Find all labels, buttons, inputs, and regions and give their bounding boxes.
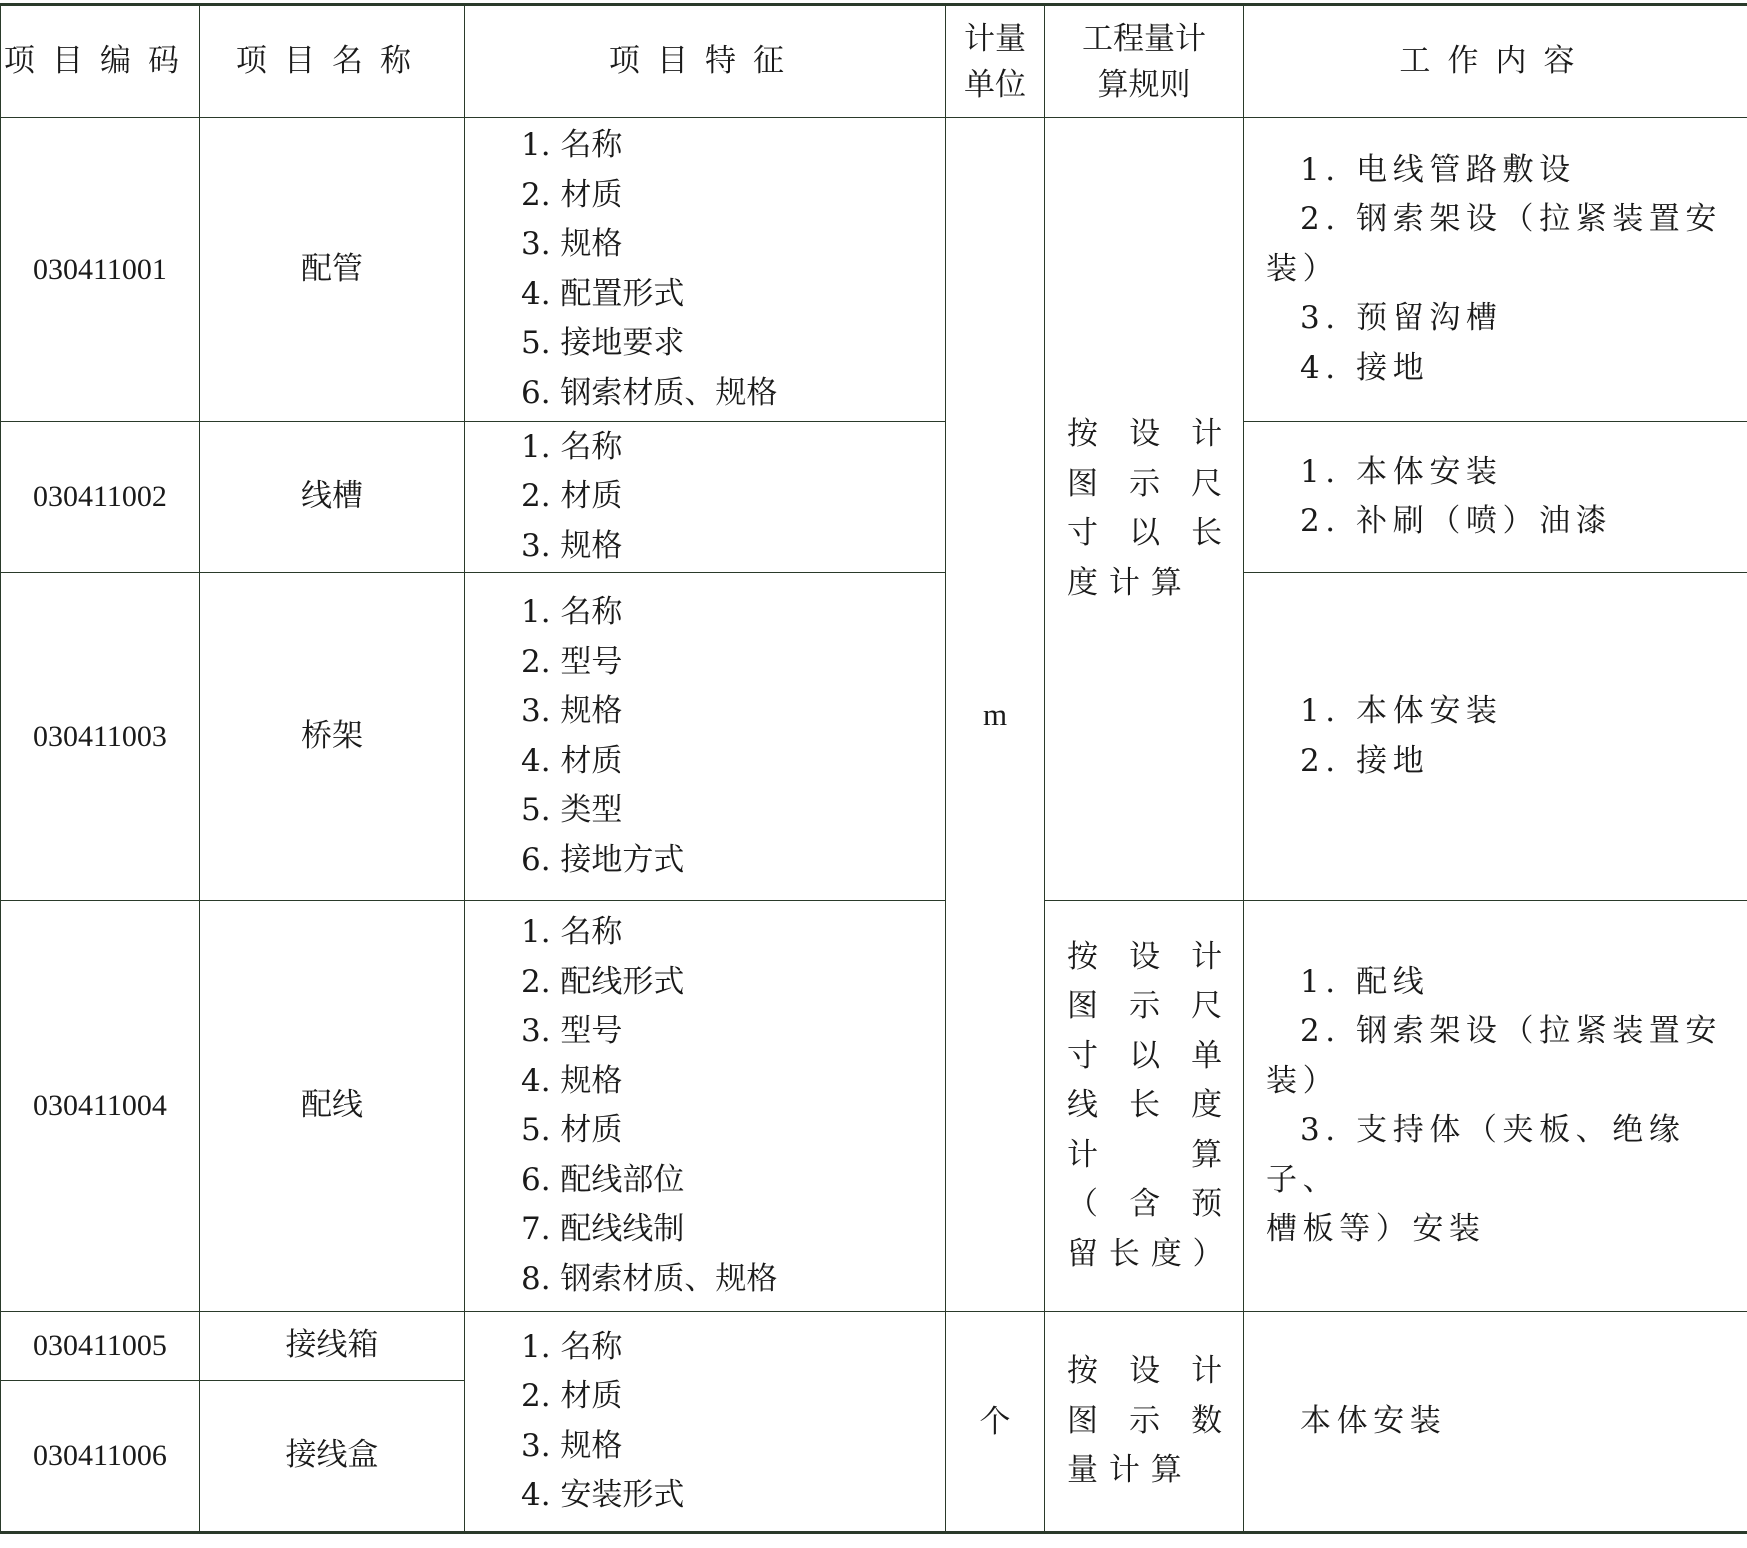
header-rule-line2: 算规则 (1097, 66, 1191, 103)
header-code: 项目编码 (1, 5, 200, 118)
item-name: 桥架 (200, 573, 465, 901)
rule-cell-count: 按设计图示数量计算 (1045, 1312, 1244, 1533)
header-name: 项目名称 (200, 5, 465, 118)
item-code: 030411004 (1, 901, 200, 1312)
header-unit-line1: 计量 (964, 20, 1026, 57)
work-item: 1. 本体安装 (1300, 453, 1503, 490)
feature-item: 6. 配线部位 (521, 1161, 685, 1198)
item-name: 配线 (200, 901, 465, 1312)
feature-item: 4. 配置形式 (521, 275, 685, 312)
item-features (465, 573, 946, 901)
item-name: 接线箱 (200, 1312, 465, 1381)
item-features (465, 422, 946, 573)
feature-item: 1. 名称 (521, 127, 623, 163)
table-row (1, 422, 1747, 573)
feature-item: 7. 配线线制 (521, 1211, 685, 1247)
work-item: 2. 补刷（喷）油漆 (1300, 503, 1613, 539)
header-rule (1045, 5, 1244, 118)
work-item: 槽板等）安装 (1266, 1211, 1486, 1247)
feature-item: 6. 接地方式 (521, 841, 685, 878)
feature-item: 1. 名称 (521, 428, 623, 465)
feature-item: 2. 配线形式 (521, 963, 685, 1000)
header-rule-line1: 工程量计 (1082, 20, 1206, 57)
item-name: 配管 (200, 118, 465, 422)
work-item: 3. 支持体（夹板、绝缘子、 (1266, 1112, 1686, 1198)
work-content (1244, 422, 1747, 573)
work-item: 本体安装 (1300, 1402, 1447, 1439)
work-item: 3. 预留沟槽 (1300, 300, 1503, 337)
item-name: 接线盒 (200, 1381, 465, 1533)
header-unit-line2: 单位 (964, 66, 1026, 103)
work-item: 2. 接地 (1300, 742, 1430, 779)
feature-item: 3. 规格 (521, 1427, 623, 1464)
header-row (1, 5, 1747, 118)
work-item: 1. 电线管路敷设 (1300, 151, 1576, 188)
work-content (1244, 118, 1747, 422)
work-content (1244, 901, 1747, 1312)
feature-item: 3. 规格 (521, 226, 623, 262)
feature-item: 8. 钢索材质、规格 (521, 1260, 778, 1297)
work-item: 1. 配线 (1300, 963, 1430, 1000)
feature-item: 1. 名称 (521, 594, 623, 630)
unit-cell-m: m (946, 118, 1045, 1312)
item-code: 030411006 (1, 1381, 200, 1533)
feature-item: 1. 名称 (521, 914, 623, 950)
item-features (465, 118, 946, 422)
header-unit (946, 5, 1045, 118)
feature-item: 3. 规格 (521, 527, 623, 564)
feature-item: 4. 材质 (521, 742, 623, 779)
feature-item: 2. 材质 (521, 1378, 623, 1414)
table-row (1, 1312, 1747, 1381)
item-name: 线槽 (200, 422, 465, 573)
work-item: 4. 接地 (1300, 349, 1430, 386)
work-item: 装） (1266, 250, 1340, 287)
feature-item: 2. 型号 (521, 643, 623, 680)
feature-item: 4. 规格 (521, 1062, 623, 1099)
feature-item: 5. 类型 (521, 792, 623, 828)
work-item: 2. 钢索架设（拉紧装置安 (1300, 201, 1722, 238)
feature-item: 3. 规格 (521, 693, 623, 729)
feature-item: 5. 接地要求 (521, 325, 685, 361)
work-item: 2. 钢索架设（拉紧装置安 (1300, 1013, 1722, 1049)
feature-item: 5. 材质 (521, 1112, 623, 1148)
header-work: 工作内容 (1244, 5, 1747, 118)
feature-item: 4. 安装形式 (521, 1477, 685, 1513)
feature-item: 2. 材质 (521, 478, 623, 515)
header-feature: 项目特征 (465, 5, 946, 118)
item-code: 030411005 (1, 1312, 200, 1381)
bill-of-quantities-table (0, 3, 1747, 1534)
item-code: 030411001 (1, 118, 200, 422)
bill-of-quantities-table-wrapper (0, 3, 1747, 1534)
item-code: 030411002 (1, 422, 200, 573)
work-content-shared (1244, 1312, 1747, 1533)
table-row (1, 901, 1747, 1312)
feature-item: 3. 型号 (521, 1013, 623, 1049)
item-code: 030411003 (1, 573, 200, 901)
work-item: 装） (1266, 1062, 1340, 1099)
work-item: 1. 本体安装 (1300, 693, 1503, 729)
unit-cell-ge: 个 (946, 1312, 1045, 1533)
table-row (1, 118, 1747, 422)
work-content (1244, 573, 1747, 901)
table-row (1, 573, 1747, 901)
item-features-shared (465, 1312, 946, 1533)
feature-item: 1. 名称 (521, 1328, 623, 1365)
item-features (465, 901, 946, 1312)
feature-item: 6. 钢索材质、规格 (521, 374, 778, 411)
feature-item: 2. 材质 (521, 176, 623, 213)
rule-cell-length: 按设计图示尺寸以长度计算 (1045, 118, 1244, 901)
rule-cell-single-length: 按设计图示尺寸以单线长度计算（含预留长度） (1045, 901, 1244, 1312)
